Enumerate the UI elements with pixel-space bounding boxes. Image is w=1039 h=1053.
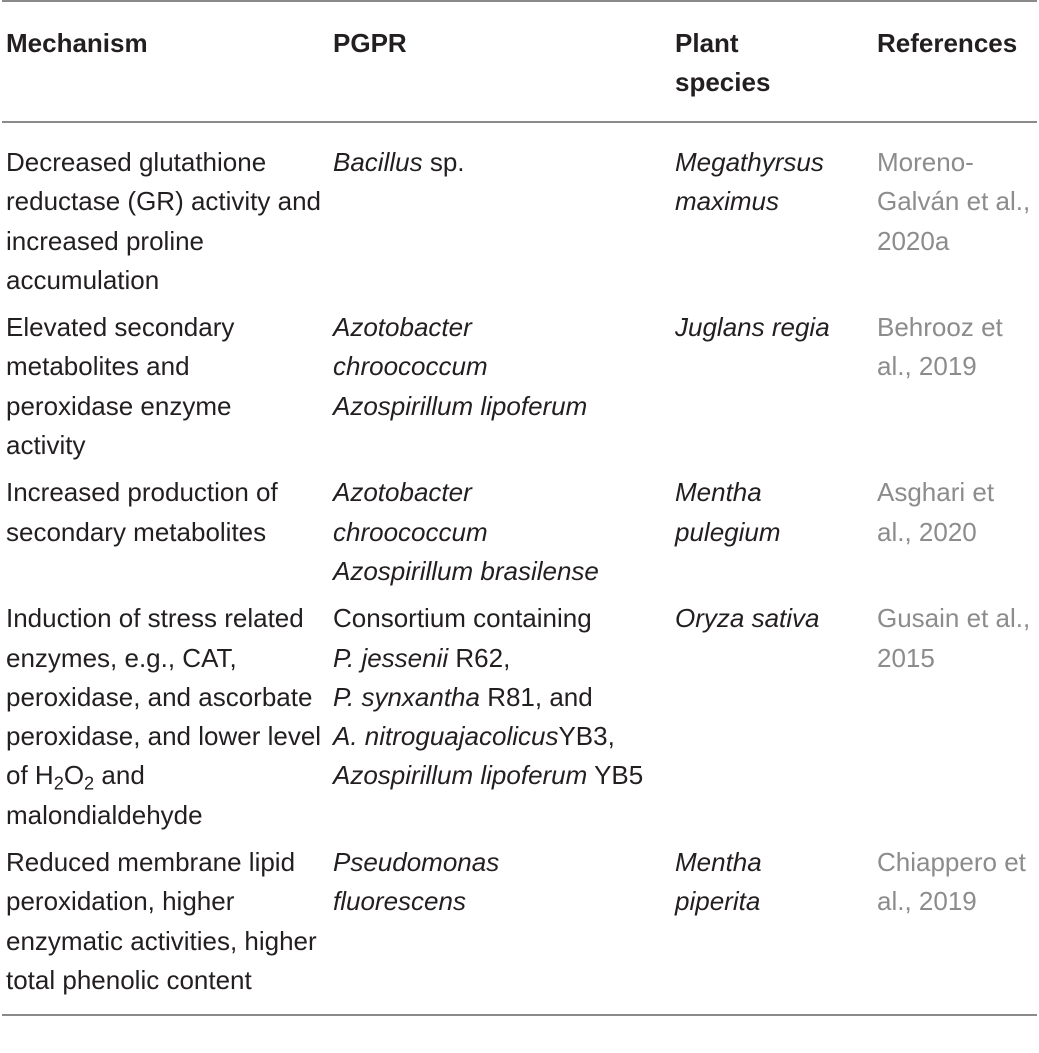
table-row [2,839,1037,1015]
pgpr-strain-line [333,678,667,717]
cell-plant-species: Megathyrsus maximus [675,147,824,217]
pgpr-species: Azospirillum lipoferum [333,390,588,421]
table-row [2,122,1037,304]
subscript: 2 [84,773,95,794]
cell-mechanism: Elevated secondary metabolites and peroxidase enzyme activity [6,312,235,461]
pgpr-species: A. nitroguajacolicus [333,721,559,752]
pgpr-species: Bacillus [333,147,423,177]
subscript: 2 [53,773,64,794]
cell-mechanism: Reduced membrane lipid peroxidation, higher enzymatic activities, higher total phenolic content [6,847,317,995]
pgpr-strain-line [333,639,667,678]
table-row [2,469,1037,595]
cell-mechanism: Decreased glutathione reductase (GR) activity and increased proline accumulation [6,147,322,295]
cell-pgpr [329,595,671,839]
table-row [2,304,1037,469]
cell-mechanism [2,595,329,839]
cell-mechanism: Increased production of secondary metabolites [6,477,278,547]
pgpr-species: Azotobacter chroococcum [333,477,488,547]
pgpr-intro: Consortium containing [333,603,592,634]
pgpr-species: P. jessenii [333,642,449,673]
pgpr-species: Azospirillum brasilense [333,555,599,586]
pgpr-strain: YB3, [558,721,615,752]
cell-pgpr: Pseudomonas fluorescens [333,847,500,917]
pgpr-strain: R62, [448,642,511,673]
header-mechanism: Mechanism [6,28,148,58]
mechanism-text: Induction of stress related enzymes, e.g., CAT, peroxidase, and ascorbate peroxidase, and lower level of H [6,603,322,791]
table-header [2,1,1037,122]
cell-plant-species: Mentha pulegium [675,477,781,547]
pgpr-mechanism-table [2,0,1037,1016]
header-references: References [877,28,1018,58]
cell-reference[interactable]: Moreno-Galván et al., 2020a [877,147,1031,256]
cell-reference[interactable]: Asghari et al., 2020 [877,477,995,547]
cell-reference[interactable]: Behrooz et al., 2019 [877,312,1003,382]
mechanism-text: O [63,760,85,791]
header-row [2,1,1037,122]
table-row [2,595,1037,839]
pgpr-strain-line [333,717,667,756]
table-body [2,122,1037,1015]
header-plant-species: Plant species [675,28,771,97]
pgpr-strain: YB5 [587,760,644,791]
pgpr-suffix: sp. [422,147,465,177]
cell-plant-species: Mentha piperita [675,847,762,917]
cell-pgpr [329,469,671,595]
pgpr-species: Azotobacter chroococcum [333,312,488,382]
cell-plant-species: Juglans regia [675,312,830,343]
cell-plant-species: Oryza sativa [675,603,820,634]
cell-reference[interactable]: Chiappero et al., 2019 [877,847,1026,917]
cell-pgpr [329,304,671,469]
cell-reference[interactable]: Gusain et al., 2015 [877,603,1031,673]
pgpr-species: Azospirillum lipoferum [333,760,588,791]
pgpr-species: P. synxantha [333,681,480,712]
mechanism-text: and malondialdehyde [6,760,203,830]
header-pgpr: PGPR [333,28,407,58]
cell-pgpr [329,122,671,304]
pgpr-strain: R81, and [479,681,593,712]
